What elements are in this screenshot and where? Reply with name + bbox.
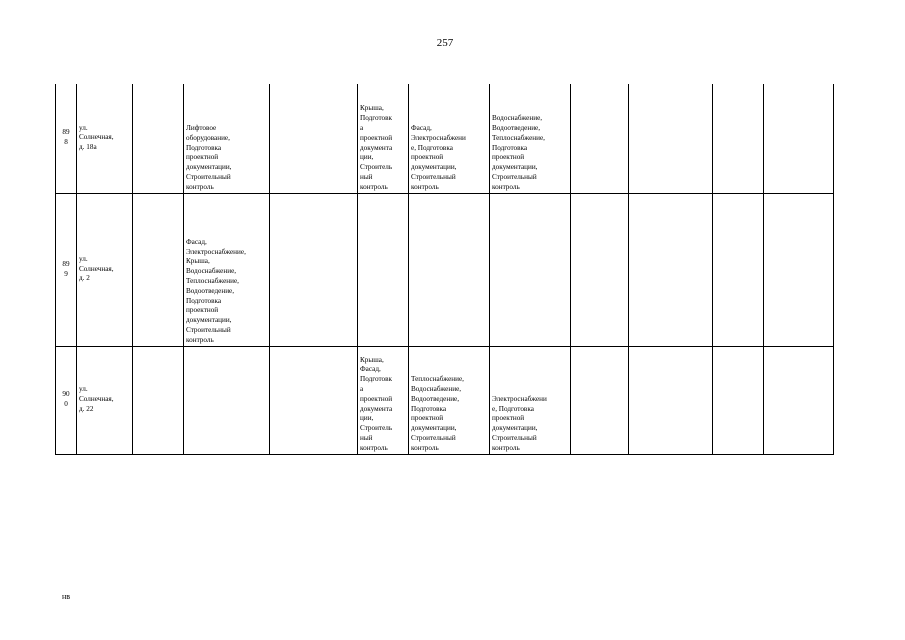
table-cell [629,346,713,454]
work-types-cell: Лифтовое оборудование, Подготовка проектной документации, Строительный контроль [184,84,270,193]
table-cell [270,193,358,346]
work-types-cell: Теплоснабжение, Водоснабжение, Водоотведение, Подготовка проектной документации, Строительный контроль [409,346,490,454]
table-cell [270,346,358,454]
work-types-cell: Фасад, Электроснабжени е, Подготовка проектной документации, Строительный контроль [409,84,490,193]
table-cell [184,346,270,454]
table-cell [409,193,490,346]
address-cell: ул. Солнечная, д. 22 [77,346,133,454]
footer-mark: нв [62,592,71,601]
table-cell [270,84,358,193]
table-cell [629,84,713,193]
table-cell [764,346,834,454]
table-cell [764,193,834,346]
work-types-cell: Электроснабжени е, Подготовка проектной документации, Строительный контроль [490,346,571,454]
table-cell [713,346,764,454]
work-types-cell: Фасад, Электроснабжение, Крыша, Водоснабжение, Теплоснабжение, Водоотведение, Подготовка проектной документации, Строительный контроль [184,193,270,346]
table-row [56,193,834,346]
repair-schedule-table [55,84,834,455]
row-number: 89 9 [56,193,77,346]
work-types-cell: Водоснабжение, Водоотведение, Теплоснабжение, Подготовка проектной документации, Строительный контроль [490,84,571,193]
table-cell [133,193,184,346]
row-number: 90 0 [56,346,77,454]
address-cell: ул. Солнечная, д. 18а [77,84,133,193]
table-cell [713,193,764,346]
work-types-cell: Крыша, Фасад, Подготовк а проектной документа ции, Строитель ный контроль [358,346,409,454]
table-cell [133,346,184,454]
table-cell [133,84,184,193]
table-row [56,84,834,193]
table-cell [571,193,629,346]
table-row [56,346,834,454]
table-cell [571,346,629,454]
page-number: 257 [436,37,454,49]
table-cell [358,193,409,346]
row-number: 89 8 [56,84,77,193]
address-cell: ул. Солнечная, д. 2 [77,193,133,346]
work-types-cell: Крыша, Подготовк а проектной документа ции, Строитель ный контроль [358,84,409,193]
table-cell [764,84,834,193]
table-cell [571,84,629,193]
table-cell [490,193,571,346]
table-cell [713,84,764,193]
table-cell [629,193,713,346]
